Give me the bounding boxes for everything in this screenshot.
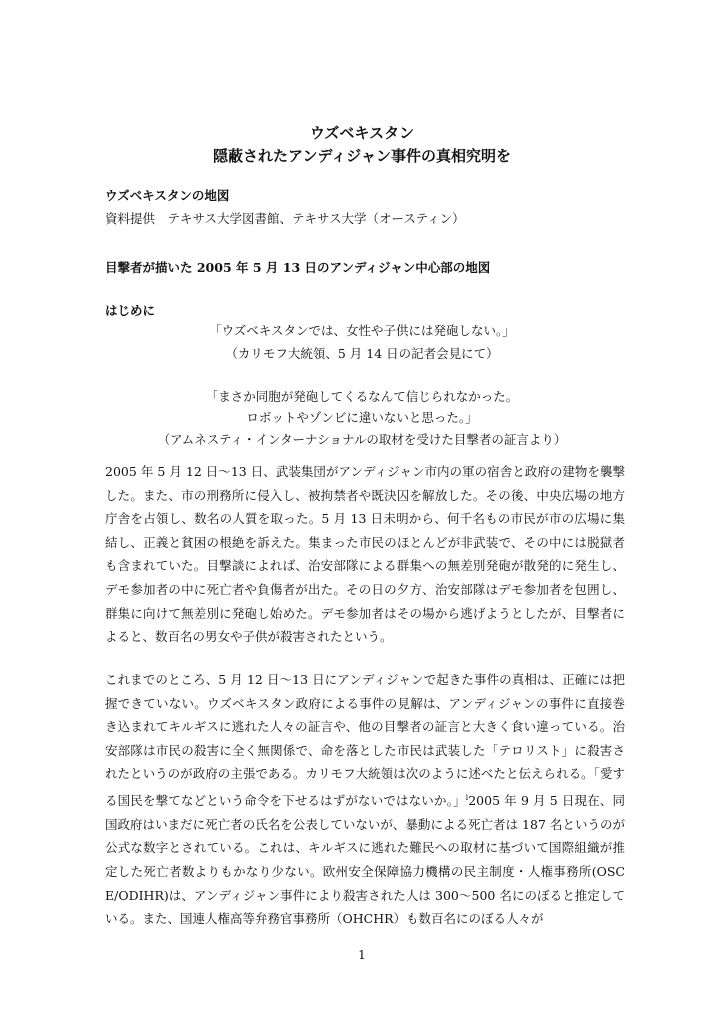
body-paragraph-2-part2: 2005 年 9 月 5 日現在、同国政府はいまだに死亡者の氏名を公表していないが、暴動による死亡者は 187 名というのが公式な数字とされている。これは、キルギスに逃れた難民への取材に基づいて国際組織が推定した死亡者数よりもかなり少ない。欧州安全保障協力機構の民主制度・人権事務所(OSCE/ODIHR)は、アンディジャン事件により殺害された人は 300〜500 名にのぼると推定している。また、国連人権高等弁務官事務所（OHCHR）も数百名にのぼる人々が	[105, 793, 625, 927]
quote2-source: （アムネスティ・インターナショナルの取材を受けた目撃者の証言より）	[157, 432, 567, 447]
footnote-marker[interactable]: i	[465, 792, 469, 802]
quote1-text: 「ウズベキスタンでは、女性や子供には発砲しない。」	[209, 323, 515, 338]
map1-heading: ウズベキスタンの地図	[105, 188, 230, 203]
quote2-line2: ロボットやゾンビに違いないと思った。」	[246, 410, 478, 425]
quote1-source: （カリモフ大統領、5 月 14 日の記者会見にて）	[225, 346, 499, 361]
intro-heading: はじめに	[105, 303, 156, 318]
map1-credit: 資料提供 テキサス大学図書館、テキサス大学（オースティン）	[105, 211, 465, 226]
document-title-line2: 隠蔽されたアンディジャン事件の真相究明を	[213, 147, 511, 165]
body-paragraph-2-part1: これまでのところ、5 月 12 日〜13 日にアンディジャンで起きた事件の真相は、正確には把握できていない。ウズベキスタン政府による事件の見解は、アンディジャンの事件に直接巻き込まれてキルギスに逃れた人々の証言や、他の目撃者の証言と大きく食い違っている。治安部隊は市民の殺害に全く無関係で、命を落とした市民は武装した「テロリスト」に殺害されたというのが政府の主張である。カリモフ大統領は次のように述べたと伝えられる。「愛する国民を撃てなどという命令を下せるはずがないではないか。」	[105, 672, 625, 809]
body-paragraph-2	[105, 668, 625, 931]
document-title-line1: ウズベキスタン	[309, 124, 415, 142]
page-number: 1	[358, 948, 366, 962]
quote2-line1: 「まさか同胞が発砲してくるなんて信じられなかった。	[205, 389, 519, 404]
body-paragraph-1: 2005 年 5 月 12 日〜13 日、武装集団がアンディジャン市内の軍の宿舎と政府の建物を襲撃した。また、市の刑務所に侵入し、被拘禁者や既決囚を解放した。その後、中央広場の地方庁舎を占領し、数名の人質を取った。5 月 13 日未明から、何千名もの市民が市の広場に集結し、正義と貧困の根絶を訴えた。集まった市民のほとんどが非武装で、その中には脱獄者も含まれていた。目撃談によれば、治安部隊による群集への無差別発砲が散発的に発生し、デモ参加者の中に死亡者や負傷者が出た。その日の夕方、治安部隊はデモ参加者を包囲し、群集に向けて無差別に発砲し始めた。デモ参加者はその場から逃げようとしたが、目撃者によると、数百名の男女や子供が殺害されたという。	[105, 464, 625, 645]
map2-heading: 目撃者が描いた 2005 年 5 月 13 日のアンディジャン中心部の地図	[105, 260, 491, 275]
